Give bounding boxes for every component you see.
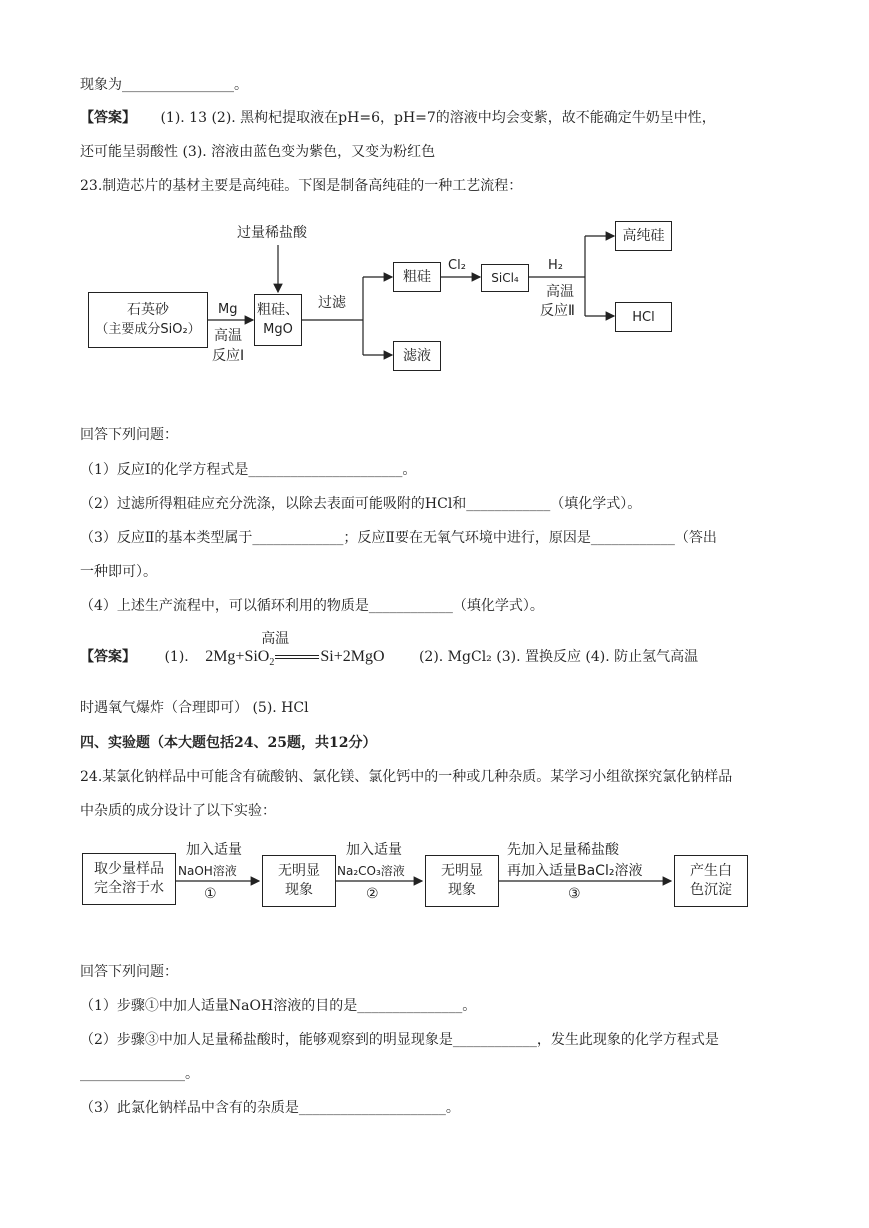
result2-line2: 现象 xyxy=(448,882,476,898)
section4-heading: 四、实验题（本大题包括24、25题，共12分） xyxy=(80,735,377,751)
sample-line2: 完全溶于水 xyxy=(94,880,164,896)
equation-left-sub: 2 xyxy=(269,657,275,669)
quartz-line2: （主要成分SiO₂） xyxy=(95,322,201,337)
q24-answer-prompt: 回答下列问题： xyxy=(80,964,178,980)
cl2-label: Cl₂ xyxy=(448,258,466,273)
no-change-box-2 xyxy=(425,855,499,907)
q24-question-2b: _______________。 xyxy=(80,1066,199,1082)
q22-period: 。 xyxy=(234,77,248,93)
q23-answer-prompt: 回答下列问题： xyxy=(80,427,178,443)
mix-line1: 粗硅、 xyxy=(257,302,299,318)
high-temp-label-1: 高温 xyxy=(214,328,242,344)
step1-number: ① xyxy=(204,886,217,902)
result3-line2: 色沉淀 xyxy=(690,882,732,898)
q23-answer-line2: 时遇氧气爆炸（合理即可） (5). HCl xyxy=(80,700,309,716)
q24-intro-line2: 中杂质的成分设计了以下实验： xyxy=(80,803,276,819)
q23-question-3b: 一种即可）。 xyxy=(80,564,157,580)
q23-ans1-num: (1). xyxy=(164,649,189,665)
q22-answer-text1: (1). 13 (2). 黑枸杞提取液在pH=6，pH=7的溶液中均会变紫，故不能确定牛奶呈中性， xyxy=(160,110,716,126)
q23-intro: 23.制造芯片的基材主要是高纯硅。下图是制备高纯硅的一种工艺流程： xyxy=(80,178,523,194)
step1-reagent-label: NaOH溶液 xyxy=(178,864,237,878)
reaction2-label: 反应Ⅱ xyxy=(540,303,575,319)
answer-label: 【答案】 xyxy=(80,649,136,665)
equation-condition: 高温 xyxy=(261,631,290,647)
excess-hcl-label: 过量稀盐酸 xyxy=(237,225,307,241)
pure-si-box: 高纯硅 xyxy=(615,221,672,251)
h2-label: H₂ xyxy=(548,258,563,273)
no-change-box-1 xyxy=(262,855,336,907)
q23-question-4: （4）上述生产流程中，可以循环利用的物质是____________（填化学式）。 xyxy=(80,598,544,614)
equation-left: 2Mg+SiO xyxy=(205,648,270,665)
q23-question-3a: （3）反应Ⅱ的基本类型属于_____________；反应Ⅱ要在无氧气环境中进行，原因是____________（答出 xyxy=(80,530,717,546)
sicl4-box: SiCl₄ xyxy=(481,264,529,292)
q23-question-2: （2）过滤所得粗硅应充分洗涤，以除去表面可能吸附的HCl和____________（填化学式）。 xyxy=(80,496,642,512)
step1-add-label: 加入适量 xyxy=(186,842,242,858)
hcl-box: HCl xyxy=(615,302,672,332)
mix-line2: MgO xyxy=(263,322,293,337)
equation-right: Si+2MgO xyxy=(320,648,385,665)
q24-question-2a: （2）步骤③中加人足量稀盐酸时，能够观察到的明显现象是____________，发生此现象的化学方程式是 xyxy=(80,1032,719,1048)
step3-label-2: 再加入适量BaCl₂溶液 xyxy=(507,863,643,879)
result1-line1: 无明显 xyxy=(278,863,320,879)
q24-intro-line1: 24.某氯化钠样品中可能含有硫酸钠、氯化镁、氯化钙中的一种或几种杂质。某学习小组欲探究氯化钠样品 xyxy=(80,769,733,785)
crude-si-box: 粗硅 xyxy=(393,262,441,292)
sample-line1: 取少量样品 xyxy=(94,861,164,877)
step2-add-label: 加入适量 xyxy=(346,842,402,858)
result1-line2: 现象 xyxy=(285,882,313,898)
step2-number: ② xyxy=(366,886,379,902)
filter-label: 过滤 xyxy=(318,295,346,311)
step2-reagent-label: Na₂CO₃溶液 xyxy=(337,864,405,878)
q22-answer-line2: 还可能呈弱酸性 (3). 溶液由蓝色变为紫色，又变为粉红色 xyxy=(80,144,436,160)
reaction1-label: 反应Ⅰ xyxy=(212,348,245,364)
filtrate-box: 滤液 xyxy=(393,341,441,371)
result3-line1: 产生白 xyxy=(690,863,732,879)
q24-question-1: （1）步骤①中加人适量NaOH溶液的目的是_______________。 xyxy=(80,998,477,1014)
q22-phenomenon-prefix: 现象为 xyxy=(80,77,122,93)
white-precipitate-box xyxy=(674,855,748,907)
sample-dissolve-box xyxy=(82,853,176,905)
quartz-line1: 石英砂 xyxy=(127,302,169,318)
q24-question-3: （3）此氯化钠样品中含有的杂质是_____________________。 xyxy=(80,1100,460,1116)
result2-line1: 无明显 xyxy=(441,863,483,879)
answer-label: 【答案】 xyxy=(80,110,136,126)
step3-label-1: 先加入足量稀盐酸 xyxy=(507,842,619,858)
step3-number: ③ xyxy=(568,886,581,902)
mg-label: Mg xyxy=(218,302,238,317)
q23-ans-rest: (2). MgCl₂ (3). 置换反应 (4). 防止氢气高温 xyxy=(418,649,699,665)
high-temp-label-2: 高温 xyxy=(546,284,574,300)
q23-question-1: （1）反应Ⅰ的化学方程式是______________________。 xyxy=(80,462,417,478)
q22-blank: ________________ xyxy=(122,77,234,93)
